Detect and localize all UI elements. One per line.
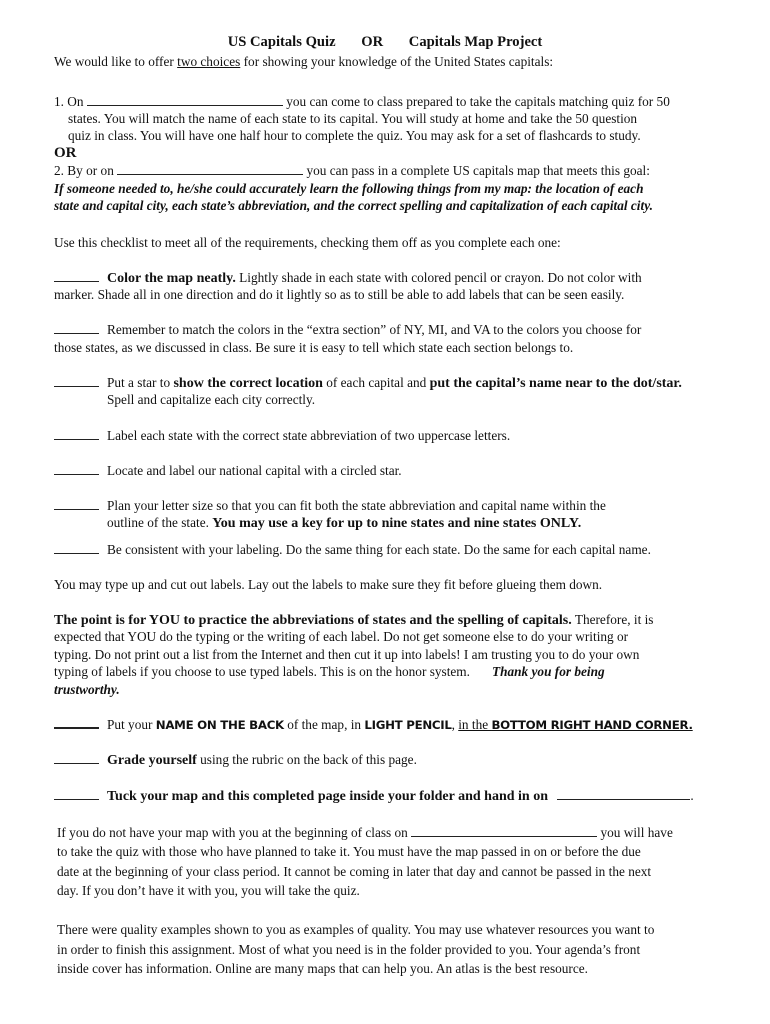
point-line2: expected that YOU do the typing or the writing of each label. Do not get someone else to do your writing or xyxy=(54,629,629,644)
title-map-project: Capitals Map Project xyxy=(408,34,543,50)
honor-system-text: typing of labels if you choose to use typed labels. This is on the honor system. xyxy=(54,664,470,679)
color-heading: Color the map neatly. xyxy=(107,271,236,286)
option2-line1 xyxy=(54,162,650,179)
bottom-right-corner: BOTTOM RIGHT HAND CORNER. xyxy=(491,718,693,732)
option1-date-blank[interactable] xyxy=(87,94,283,106)
abbreviation-text: Label each state with the correct state abbreviation of two uppercase letters. xyxy=(107,428,511,443)
checklist-item-national-capital xyxy=(54,462,402,479)
thanks-text: Thank you for being xyxy=(491,664,605,679)
or-divider: OR xyxy=(54,145,77,161)
point-line4 xyxy=(54,663,605,680)
option1-line3: quiz in class. You will have one half hour to complete the quiz. You may ask for a set of flashcards to study. xyxy=(68,128,641,143)
plan-line2-text: outline of the state. xyxy=(107,515,213,530)
title-quiz: US Capitals Quiz xyxy=(227,34,336,50)
examples-line2: in order to finish this assignment. Most of what you need is in the folder provided to you. Your agenda’s front xyxy=(57,942,641,957)
checklist-item-grade xyxy=(54,751,417,769)
point-line3: typing. Do not print out a list from the Internet and then cut it up into labels! I am trusting you to do your own xyxy=(54,647,640,662)
color-line2: marker. Shade all in one direction and do it lightly so as to still be able to add labels that can be seen easily. xyxy=(54,287,625,302)
star-line2: Spell and capitalize each city correctly. xyxy=(107,392,316,407)
checkbox-line[interactable] xyxy=(54,428,99,440)
match-line2: those states, as we discussed in class. Be sure it is easy to tell which state each section belongs to. xyxy=(54,340,574,355)
star-text: Put a star to xyxy=(107,375,174,390)
examples-line1: There were quality examples shown to you as examples of quality. You may use whatever resources you want to xyxy=(57,922,655,937)
checklist-item-abbreviation xyxy=(54,427,510,444)
grade-text: using the rubric on the back of this page. xyxy=(196,752,417,767)
checklist-item-tuck xyxy=(54,787,694,805)
late-date-blank[interactable] xyxy=(411,825,597,837)
option1-line1 xyxy=(54,93,670,110)
option1-text: you can come to class prepared to take the capitals matching quiz for 50 xyxy=(282,94,670,109)
star-text-mid: of each capital and xyxy=(322,375,430,390)
name-text-mid: of the map, in xyxy=(283,717,365,732)
intro-text-end: for showing your knowledge of the United States capitals: xyxy=(240,54,554,69)
checkbox-line[interactable] xyxy=(54,542,99,554)
checklist-item-star xyxy=(54,374,682,392)
checklist-intro: Use this checklist to meet all of the requirements, checking them off as you complete each one: xyxy=(54,235,561,250)
name-sep: , xyxy=(451,717,459,732)
name-on-back: NAME ON THE BACK xyxy=(155,718,284,732)
checkbox-line[interactable] xyxy=(54,716,99,729)
plan-key-rule: You may use a key for up to nine states and nine states ONLY. xyxy=(212,516,582,531)
corner-pre: in the xyxy=(458,717,492,732)
checklist-item-plan xyxy=(54,497,606,514)
plan-text: Plan your letter size so that you can fit both the state abbreviation and capital name within the xyxy=(107,498,606,513)
name-text: Put your xyxy=(107,717,156,732)
intro-emphasis: two choices xyxy=(177,54,241,69)
option2-date-blank[interactable] xyxy=(117,163,303,175)
tuck-end: . xyxy=(690,788,694,803)
point-text: Therefore, it is xyxy=(571,612,654,627)
checkbox-line[interactable] xyxy=(54,322,99,334)
checklist-item-color xyxy=(54,269,642,287)
checkbox-line[interactable] xyxy=(54,270,99,282)
late-line3: date at the beginning of your class period. It cannot be coming in later that day and cannot be passed in the next xyxy=(57,864,652,879)
option2-text: you can pass in a complete US capitals map that meets this goal: xyxy=(303,163,650,178)
goal-line2: state and capital city, each state’s abbreviation, and the correct spelling and capitalization of each capital city. xyxy=(54,198,653,213)
option1-number: 1. On xyxy=(54,94,84,109)
checkbox-line[interactable] xyxy=(54,463,99,475)
point-heading: The point is for YOU to practice the abbreviations of states and the spelling of capitals. xyxy=(54,613,572,628)
checklist-item-name xyxy=(54,716,693,734)
tuck-heading: Tuck your map and this completed page inside your folder and hand in on xyxy=(107,789,548,804)
late-line2: to take the quiz with those who have planned to take it. You must have the map passed in on or before the due xyxy=(57,844,641,859)
light-pencil: LIGHT PENCIL xyxy=(364,718,452,732)
title-or: OR xyxy=(361,34,384,50)
examples-line3: inside cover has information. Online are many maps that can help you. An atlas is the best resource. xyxy=(57,961,588,976)
star-bold-name: put the capital’s name near to the dot/star. xyxy=(429,376,682,391)
option2-number: 2. By or on xyxy=(54,163,114,178)
grade-heading: Grade yourself xyxy=(107,753,197,768)
checkbox-line[interactable] xyxy=(54,375,99,387)
intro-line xyxy=(54,53,553,70)
plan-line2 xyxy=(107,514,581,532)
goal-line1: If someone needed to, he/she could accurately learn the following things from my map: the location of each xyxy=(54,181,644,196)
hand-in-date-blank[interactable] xyxy=(557,788,690,800)
match-text: Remember to match the colors in the “extra section” of NY, MI, and VA to the colors you choose for xyxy=(107,322,642,337)
star-bold-location: show the correct location xyxy=(173,376,323,391)
late-line1 xyxy=(57,824,673,841)
late-text-end: you will have xyxy=(597,825,673,840)
color-text: Lightly shade in each state with colored pencil or crayon. Do not color with xyxy=(235,270,642,285)
late-line4: day. If you don’t have it with you, you will take the quiz. xyxy=(57,883,360,898)
page-title xyxy=(0,34,770,51)
checkbox-line[interactable] xyxy=(54,498,99,510)
national-capital-text: Locate and label our national capital with a circled star. xyxy=(107,463,402,478)
intro-text: We would like to offer xyxy=(54,54,178,69)
option1-line2: states. You will match the name of each state to its capital. You will study at home and take the 50 question xyxy=(68,111,638,126)
thanks-text-end: trustworthy. xyxy=(54,682,120,697)
typed-labels-note: You may type up and cut out labels. Lay out the labels to make sure they fit before glueing them down. xyxy=(54,577,603,592)
checkbox-line[interactable] xyxy=(54,788,99,800)
corner-instruction xyxy=(458,717,692,732)
consistent-text: Be consistent with your labeling. Do the same thing for each state. Do the same for each capital name. xyxy=(107,542,651,557)
late-text: If you do not have your map with you at the beginning of class on xyxy=(57,825,408,840)
checklist-item-consistent xyxy=(54,541,651,558)
checkbox-line[interactable] xyxy=(54,752,99,764)
point-line1 xyxy=(54,611,653,629)
checklist-item-match xyxy=(54,321,641,338)
